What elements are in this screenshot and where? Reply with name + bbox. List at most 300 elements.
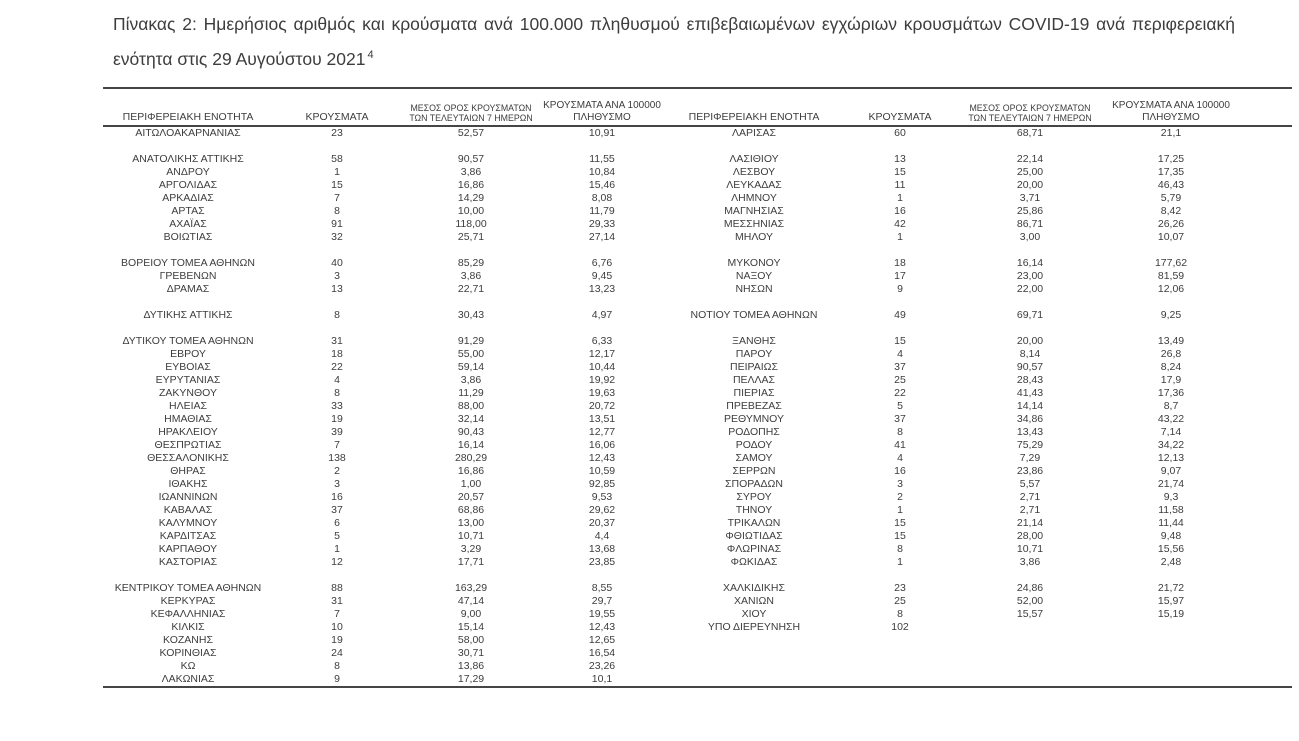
left-region-cell: ΕΒΡΟΥ (170, 348, 206, 360)
right-avg-7day-cell: 15,57 (1016, 608, 1044, 620)
right-cases-cell: 11 (894, 179, 906, 191)
right-per-100k-cell: 8,42 (1160, 205, 1182, 217)
left-cases-cell: 39 (331, 426, 343, 438)
right-cases-cell: 22 (894, 387, 906, 399)
left-avg-7day-cell: 280,29 (454, 452, 488, 464)
right-avg-7day-cell: 3,00 (1019, 231, 1041, 243)
left-region-cell: ΚΑΡΠΑΘΟΥ (158, 543, 218, 555)
left-cases-cell: 32 (331, 231, 343, 243)
right-avg-7day-cell (955, 322, 1105, 335)
left-cases-cell: 1 (334, 543, 340, 555)
table-row (103, 179, 1292, 192)
left-region-cell: ΚΩ (180, 660, 196, 672)
right-per-100k-cell: 12,13 (1157, 452, 1185, 464)
left-region-cell: ΘΗΡΑΣ (170, 465, 206, 477)
left-avg-7day-cell: 13,86 (457, 660, 485, 672)
right-region-cell: ΝΟΤΙΟΥ ΤΟΜΕΑ ΑΘΗΝΩΝ (690, 309, 818, 321)
left-region-cell: ΚΕΝΤΡΙΚΟΥ ΤΟΜΕΑ ΑΘΗΝΩΝ (114, 582, 262, 594)
table-row (103, 673, 1292, 686)
right-region-cell (663, 634, 845, 647)
right-region-cell (663, 244, 845, 257)
left-per-100k-cell: 23,26 (588, 660, 616, 672)
right-avg-7day-cell: 34,86 (1016, 413, 1044, 425)
left-cases-cell: 22 (331, 361, 343, 373)
left-avg-7day-cell: 16,14 (457, 439, 485, 451)
left-per-100k-cell: 15,46 (588, 179, 616, 191)
right-per-100k-cell: 15,56 (1157, 543, 1185, 555)
table-row (103, 439, 1292, 452)
left-region-cell: ΚΑΡΔΙΤΣΑΣ (159, 530, 217, 542)
left-avg-7day-cell: 118,00 (455, 218, 487, 230)
left-per-100k-cell: 6,76 (591, 257, 613, 269)
left-region-cell: ΑΝΔΡΟΥ (166, 166, 210, 178)
left-per-100k-cell: 19,55 (588, 608, 616, 620)
left-cases-cell: 7 (334, 192, 340, 204)
left-region-cell: ΚΟΡΙΝΘΙΑΣ (159, 647, 217, 659)
left-cases-cell: 138 (328, 452, 346, 464)
right-region-cell (663, 296, 845, 309)
left-avg-7day-cell: 30,43 (457, 309, 485, 321)
right-cases-cell: 3 (897, 478, 903, 490)
right-avg-7day-cell: 3,86 (1019, 556, 1041, 568)
left-per-100k-cell: 29,62 (588, 504, 616, 516)
right-region-cell: ΜΥΚΟΝΟΥ (727, 257, 781, 269)
right-avg-7day-cell: 8,14 (1019, 348, 1041, 360)
right-avg-7day-cell (955, 647, 1105, 660)
right-avg-7day-cell (955, 673, 1105, 686)
left-region-cell: ΘΕΣΣΑΛΟΝΙΚΗΣ (147, 452, 229, 464)
left-per-100k-cell: 6,33 (591, 335, 613, 347)
left-avg-7day-cell: 20,57 (457, 491, 485, 503)
left-cases-cell (273, 296, 401, 309)
right-per-100k-cell: 21,74 (1157, 478, 1185, 490)
right-cases-cell: 15 (894, 335, 906, 347)
right-per-100k-cell: 11,44 (1158, 517, 1184, 529)
right-avg-7day-cell: 7,29 (1019, 452, 1041, 464)
left-cases-cell: 6 (334, 517, 340, 529)
left-per-100k-cell (541, 569, 663, 582)
right-avg-7day-cell: 52,00 (1016, 595, 1044, 607)
left-region-cell: ΕΥΡΥΤΑΝΙΑΣ (155, 374, 221, 386)
right-cases-cell: 42 (894, 218, 906, 230)
left-cases-cell (273, 244, 401, 257)
table-body (103, 127, 1292, 686)
right-per-100k-cell: 21,1 (1160, 127, 1182, 139)
left-per-100k-cell: 12,77 (588, 426, 616, 438)
left-per-100k-cell: 12,43 (588, 621, 616, 633)
header-per100k-left: ΚΡΟΥΣΜΑΤΑ ΑΝΑ 100000 ΠΛΗΘΥΣΜΟ (543, 100, 661, 123)
right-per-100k-cell (1105, 569, 1292, 582)
right-avg-7day-cell: 24,86 (1016, 582, 1044, 594)
right-per-100k-cell: 17,25 (1157, 153, 1185, 165)
right-region-cell: ΦΩΚΙΔΑΣ (730, 556, 778, 568)
right-region-cell (663, 660, 845, 673)
left-avg-7day-cell: 13,00 (457, 517, 485, 529)
right-region-cell: ΧΑΝΙΩΝ (734, 595, 774, 607)
right-region-cell: ΜΑΓΝΗΣΙΑΣ (724, 205, 784, 217)
right-per-100k-cell: 12,06 (1157, 283, 1185, 295)
left-per-100k-cell (541, 140, 663, 153)
right-per-100k-cell (1105, 140, 1292, 153)
right-region-cell: ΣΠΟΡΑΔΩΝ (725, 478, 783, 490)
right-avg-7day-cell: 28,43 (1016, 374, 1044, 386)
left-cases-cell: 88 (331, 582, 343, 594)
right-region-cell: ΛΕΥΚΑΔΑΣ (726, 179, 782, 191)
left-avg-7day-cell: 55,00 (457, 348, 485, 360)
right-cases-cell (845, 140, 955, 153)
right-cases-cell: 49 (894, 309, 906, 321)
left-cases-cell: 91 (331, 218, 343, 230)
right-per-100k-cell: 8,7 (1163, 400, 1179, 412)
right-region-cell: ΤΡΙΚΑΛΩΝ (727, 517, 781, 529)
left-region-cell: ΑΝΑΤΟΛΙΚΗΣ ΑΤΤΙΚΗΣ (132, 153, 244, 165)
table-row (103, 270, 1292, 283)
right-cases-cell: 13 (894, 153, 906, 165)
left-per-100k-cell: 10,91 (588, 127, 616, 139)
left-region-cell: ΔΥΤΙΚΟΥ ΤΟΜΕΑ ΑΘΗΝΩΝ (122, 335, 254, 347)
right-avg-7day-cell (955, 569, 1105, 582)
right-cases-cell: 102 (891, 621, 909, 633)
table-row (103, 192, 1292, 205)
right-region-cell (663, 647, 845, 660)
left-cases-cell: 37 (331, 504, 343, 516)
table-row (103, 478, 1292, 491)
right-avg-7day-cell: 16,14 (1016, 257, 1044, 269)
header-region-right: ΠΕΡΙΦΕΡΕΙΑΚΗ ΕΝΟΤΗΤΑ (688, 110, 820, 123)
table-row (103, 361, 1292, 374)
right-per-100k-cell (1105, 647, 1292, 660)
left-avg-7day-cell (401, 244, 541, 257)
left-region-cell: ΔΥΤΙΚΗΣ ΑΤΤΙΚΗΣ (143, 309, 233, 321)
left-avg-7day-cell: 17,29 (457, 673, 485, 685)
right-region-cell: ΛΑΣΙΘΙΟΥ (729, 153, 779, 165)
left-per-100k-cell: 16,06 (588, 439, 616, 451)
right-cases-cell: 41 (894, 439, 906, 451)
table-header-row (103, 89, 1292, 125)
left-per-100k-cell: 12,43 (588, 452, 616, 464)
right-avg-7day-cell: 22,00 (1016, 283, 1044, 295)
left-region-cell: ΚΟΖΑΝΗΣ (163, 634, 213, 646)
right-avg-7day-cell: 41,43 (1016, 387, 1044, 399)
right-cases-cell (845, 634, 955, 647)
left-region-cell: ΗΡΑΚΛΕΙΟΥ (158, 426, 218, 438)
right-per-100k-cell: 9,3 (1163, 491, 1179, 503)
right-cases-cell: 37 (894, 361, 906, 373)
left-cases-cell: 7 (334, 608, 340, 620)
right-avg-7day-cell: 75,29 (1016, 439, 1044, 451)
left-cases-cell: 18 (331, 348, 343, 360)
left-per-100k-cell: 8,08 (591, 192, 613, 204)
right-per-100k-cell (1105, 621, 1292, 634)
right-cases-cell (845, 296, 955, 309)
right-per-100k-cell: 177,62 (1154, 257, 1188, 269)
left-cases-cell: 2 (334, 465, 340, 477)
right-cases-cell: 8 (897, 426, 903, 438)
table-row (103, 166, 1292, 179)
right-avg-7day-cell: 10,71 (1016, 543, 1044, 555)
table-row (103, 660, 1292, 673)
left-avg-7day-cell: 163,29 (454, 582, 488, 594)
left-cases-cell: 8 (334, 387, 340, 399)
right-cases-cell: 17 (894, 270, 906, 282)
right-region-cell: ΛΑΡΙΣΑΣ (732, 127, 776, 139)
left-avg-7day-cell: 88,00 (457, 400, 485, 412)
right-avg-7day-cell: 68,71 (1016, 127, 1044, 139)
right-avg-7day-cell: 14,14 (1016, 400, 1044, 412)
right-region-cell: ΡΟΔΟΠΗΣ (728, 426, 780, 438)
right-per-100k-cell: 17,9 (1160, 374, 1182, 386)
right-per-100k-cell (1105, 244, 1292, 257)
right-region-cell: ΜΕΣΣΗΝΙΑΣ (723, 218, 785, 230)
left-per-100k-cell: 10,84 (588, 166, 616, 178)
right-avg-7day-cell: 22,14 (1016, 153, 1044, 165)
right-region-cell: ΦΘΙΩΤΙΔΑΣ (725, 530, 783, 542)
caption-text: Πίνακας 2: Ημερήσιος αριθμός και κρούσματα ανά 100.000 πληθυσμού επιβεβαιωμένων εγχώριων κρουσμάτων COVID-19 ανά περιφερειακή ενότητα στις 29 Αυγούστου 2021 (113, 14, 1235, 69)
right-cases-cell (845, 660, 955, 673)
table-caption (113, 9, 1235, 75)
left-avg-7day-cell: 15,14 (457, 621, 485, 633)
left-region-cell: ΗΛΕΙΑΣ (168, 400, 207, 412)
right-avg-7day-cell: 20,00 (1016, 335, 1044, 347)
left-cases-cell: 33 (331, 400, 343, 412)
left-region-cell: ΚΑΣΤΟΡΙΑΣ (158, 556, 218, 568)
header-avg7-right: ΜΕΣΟΣ ΟΡΟΣ ΚΡΟΥΣΜΑΤΩΝ ΤΩΝ ΤΕΛΕΥΤΑΙΩΝ 7 ΗΜΕΡΩΝ (968, 103, 1092, 123)
right-avg-7day-cell (955, 660, 1105, 673)
right-avg-7day-cell: 86,71 (1016, 218, 1044, 230)
left-cases-cell: 5 (334, 530, 340, 542)
right-region-cell: ΤΗΝΟΥ (735, 504, 773, 516)
right-region-cell: ΣΕΡΡΩΝ (732, 465, 776, 477)
left-region-cell: ΑΡΓΟΛΙΔΑΣ (158, 179, 218, 191)
right-cases-cell: 15 (894, 166, 906, 178)
left-cases-cell: 9 (334, 673, 340, 685)
left-cases-cell: 19 (331, 413, 343, 425)
right-per-100k-cell: 17,36 (1157, 387, 1185, 399)
table-row (103, 296, 1292, 309)
left-cases-cell: 31 (331, 335, 343, 347)
left-region-cell: ΑΧΑΪΑΣ (169, 218, 207, 230)
left-per-100k-cell: 20,72 (588, 400, 616, 412)
left-cases-cell: 3 (334, 478, 340, 490)
left-per-100k-cell: 10,44 (588, 361, 616, 373)
table-row (103, 400, 1292, 413)
table-row (103, 140, 1292, 153)
table-row (103, 452, 1292, 465)
right-per-100k-cell: 46,43 (1157, 179, 1185, 191)
left-region-cell: ΚΙΛΚΙΣ (171, 621, 205, 633)
left-region-cell: ΙΘΑΚΗΣ (168, 478, 208, 490)
left-per-100k-cell: 4,97 (591, 309, 613, 321)
right-per-100k-cell: 15,19 (1157, 608, 1185, 620)
table-row (103, 595, 1292, 608)
right-cases-cell (845, 673, 955, 686)
right-region-cell: ΥΠΟ ΔΙΕΡΕΥΝΗΣΗ (707, 621, 801, 633)
left-per-100k-cell: 10,1 (591, 673, 613, 685)
right-region-cell (663, 673, 845, 686)
right-per-100k-cell (1105, 296, 1292, 309)
left-per-100k-cell: 13,68 (588, 543, 616, 555)
table-row (103, 231, 1292, 244)
right-cases-cell: 4 (897, 452, 903, 464)
left-region-cell: ΗΜΑΘΙΑΣ (164, 413, 212, 425)
left-avg-7day-cell: 16,86 (457, 179, 485, 191)
left-region-cell (103, 322, 273, 335)
table-row (103, 374, 1292, 387)
left-avg-7day-cell: 90,57 (457, 153, 485, 165)
left-region-cell: ΘΕΣΠΡΩΤΙΑΣ (154, 439, 222, 451)
left-region-cell: ΑΙΤΩΛΟΑΚΑΡΝΑΝΙΑΣ (135, 127, 241, 139)
right-region-cell: ΠΑΡΟΥ (735, 348, 773, 360)
left-region-cell (103, 140, 273, 153)
right-avg-7day-cell: 69,71 (1016, 309, 1044, 321)
left-per-100k-cell: 12,65 (588, 634, 616, 646)
right-per-100k-cell: 10,07 (1157, 231, 1185, 243)
left-cases-cell: 12 (331, 556, 343, 568)
left-region-cell: ΓΡΕΒΕΝΩΝ (159, 270, 217, 282)
table-row (103, 153, 1292, 166)
right-avg-7day-cell: 23,86 (1016, 465, 1044, 477)
right-cases-cell: 1 (897, 556, 903, 568)
right-region-cell: ΧΙΟΥ (741, 608, 767, 620)
left-avg-7day-cell: 58,00 (457, 634, 485, 646)
right-cases-cell: 60 (894, 127, 906, 139)
right-cases-cell: 1 (897, 192, 903, 204)
table-row (103, 582, 1292, 595)
left-cases-cell: 58 (331, 153, 343, 165)
table-row (103, 647, 1292, 660)
left-region-cell (103, 244, 273, 257)
right-per-100k-cell (1105, 634, 1292, 647)
left-per-100k-cell (541, 244, 663, 257)
right-region-cell (663, 322, 845, 335)
table-row (103, 335, 1292, 348)
left-per-100k-cell: 23,85 (588, 556, 616, 568)
left-cases-cell: 19 (331, 634, 343, 646)
right-avg-7day-cell (955, 296, 1105, 309)
table-row (103, 348, 1292, 361)
table-row (103, 634, 1292, 647)
table-bottom-rule (103, 686, 1292, 688)
left-cases-cell: 10 (331, 621, 343, 633)
right-region-cell: ΛΕΣΒΟΥ (732, 166, 776, 178)
table-row (103, 543, 1292, 556)
right-region-cell: ΠΕΛΛΑΣ (732, 374, 776, 386)
left-per-100k-cell: 92,85 (588, 478, 616, 490)
right-per-100k-cell: 7,14 (1160, 426, 1182, 438)
left-cases-cell: 8 (334, 309, 340, 321)
left-per-100k-cell: 12,17 (588, 348, 616, 360)
left-avg-7day-cell: 3,29 (460, 543, 482, 555)
left-cases-cell: 24 (331, 647, 343, 659)
right-per-100k-cell: 9,48 (1160, 530, 1182, 542)
table-row (103, 621, 1292, 634)
left-avg-7day-cell: 3,86 (460, 166, 482, 178)
left-cases-cell: 31 (331, 595, 343, 607)
left-region-cell (103, 296, 273, 309)
table-row (103, 218, 1292, 231)
left-avg-7day-cell: 16,86 (457, 465, 485, 477)
right-avg-7day-cell (955, 621, 1105, 634)
left-region-cell: ΑΡΚΑΔΙΑΣ (162, 192, 214, 204)
left-cases-cell: 16 (331, 491, 343, 503)
right-region-cell: ΣΑΜΟΥ (735, 452, 773, 464)
caption-footnote-ref: 4 (367, 49, 374, 61)
right-cases-cell: 15 (894, 517, 906, 529)
table-row (103, 517, 1292, 530)
right-region-cell (663, 569, 845, 582)
left-per-100k-cell: 4,4 (594, 530, 610, 542)
right-cases-cell: 4 (897, 348, 903, 360)
left-per-100k-cell: 9,45 (591, 270, 613, 282)
right-per-100k-cell: 15,97 (1157, 595, 1185, 607)
right-avg-7day-cell: 90,57 (1016, 361, 1044, 373)
left-region-cell: ΙΩΑΝΝΙΝΩΝ (158, 491, 218, 503)
header-region-left: ΠΕΡΙΦΕΡΕΙΑΚΗ ΕΝΟΤΗΤΑ (122, 110, 254, 123)
left-avg-7day-cell: 91,29 (457, 335, 485, 347)
right-region-cell: ΡΕΘΥΜΝΟΥ (723, 413, 784, 425)
left-region-cell: ΒΟΡΕΙΟΥ ΤΟΜΕΑ ΑΘΗΝΩΝ (121, 257, 255, 269)
right-avg-7day-cell: 5,57 (1019, 478, 1041, 490)
right-region-cell (663, 140, 845, 153)
left-per-100k-cell: 29,7 (591, 595, 613, 607)
right-avg-7day-cell: 23,00 (1016, 270, 1044, 282)
right-region-cell: ΝΑΞΟΥ (735, 270, 773, 282)
right-region-cell: ΜΗΛΟΥ (735, 231, 773, 243)
header-avg7-left: ΜΕΣΟΣ ΟΡΟΣ ΚΡΟΥΣΜΑΤΩΝ ΤΩΝ ΤΕΛΕΥΤΑΙΩΝ 7 ΗΜΕΡΩΝ (409, 103, 533, 123)
left-region-cell: ΔΡΑΜΑΣ (166, 283, 210, 295)
table-row (103, 387, 1292, 400)
table-row (103, 504, 1292, 517)
left-region-cell: ΚΑΒΑΛΑΣ (163, 504, 213, 516)
right-region-cell: ΝΗΣΩΝ (735, 283, 773, 295)
right-cases-cell: 18 (894, 257, 906, 269)
right-per-100k-cell: 81,59 (1157, 270, 1185, 282)
right-per-100k-cell: 8,24 (1160, 361, 1182, 373)
left-per-100k-cell: 19,63 (588, 387, 616, 399)
right-cases-cell: 16 (894, 205, 906, 217)
left-avg-7day-cell: 32,14 (457, 413, 485, 425)
right-region-cell: ΦΛΩΡΙΝΑΣ (726, 543, 782, 555)
left-avg-7day-cell: 25,71 (457, 231, 485, 243)
left-avg-7day-cell: 47,14 (457, 595, 485, 607)
table-row (103, 205, 1292, 218)
right-cases-cell (845, 569, 955, 582)
right-cases-cell: 1 (897, 231, 903, 243)
right-cases-cell: 23 (894, 582, 906, 594)
right-per-100k-cell: 13,49 (1157, 335, 1185, 347)
left-avg-7day-cell (401, 140, 541, 153)
left-region-cell: ΚΕΦΑΛΛΗΝΙΑΣ (150, 608, 226, 620)
right-avg-7day-cell: 2,71 (1019, 491, 1041, 503)
right-per-100k-cell: 9,07 (1160, 465, 1182, 477)
left-per-100k-cell: 27,14 (588, 231, 616, 243)
left-per-100k-cell: 11,79 (589, 205, 615, 217)
right-cases-cell: 2 (897, 491, 903, 503)
left-per-100k-cell: 8,55 (591, 582, 613, 594)
left-cases-cell: 4 (334, 374, 340, 386)
table-row (103, 491, 1292, 504)
right-per-100k-cell: 34,22 (1157, 439, 1185, 451)
left-region-cell: ΛΑΚΩΝΙΑΣ (161, 673, 215, 685)
left-region-cell: ΚΕΡΚΥΡΑΣ (160, 595, 216, 607)
right-cases-cell: 8 (897, 608, 903, 620)
left-avg-7day-cell: 3,86 (460, 270, 482, 282)
left-per-100k-cell: 11,55 (589, 153, 615, 165)
covid-cases-table (103, 87, 1292, 688)
left-cases-cell: 1 (334, 166, 340, 178)
left-avg-7day-cell: 68,86 (457, 504, 485, 516)
left-avg-7day-cell (401, 322, 541, 335)
